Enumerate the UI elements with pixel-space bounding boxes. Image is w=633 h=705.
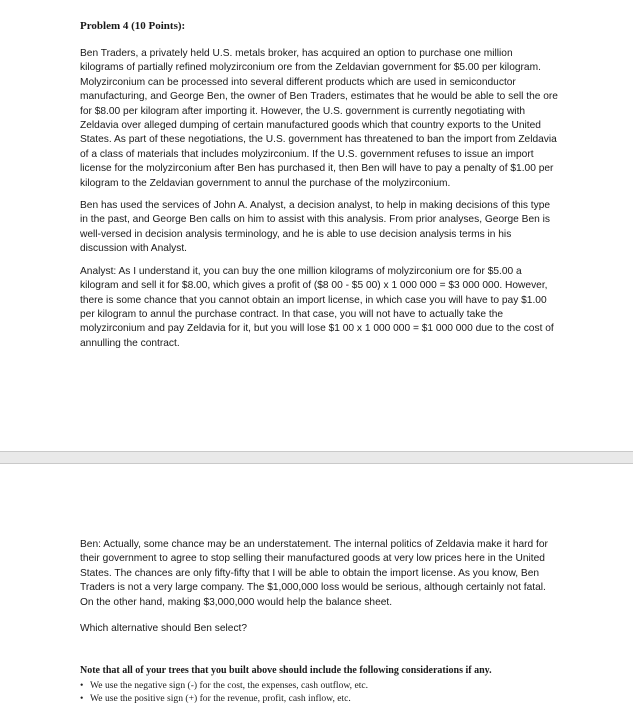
question-text: Which alternative should Ben select? (80, 623, 248, 635)
problem-paragraph-analyst-dialogue: Analyst: As I understand it, you can buy the one million kilograms of molyzirconium ore for $5.00 a kilogram and sell it for $8.00, which gives a profit of ($8 00 - $5 00) x 1 000 000 = $3 000 000. However, there is some chance that you cannot obtain an import license, in which case you will have to pay $1.00 per kilogram to annul the purchase contract. In that case, you will not have to actually take the molyzirconium and pay Zeldavia for it, but you will lose $1 00 x 1 000 000 = $1 000 000 due to the cost of annulling the contract. (80, 265, 554, 349)
document-page-bottom (0, 463, 633, 705)
problem-title: Problem 4 (10 Points): (80, 20, 186, 32)
problem-paragraph-intro: Ben Traders, a privately held U.S. metals broker, has acquired an option to purchase one million kilograms of partially refined molyzirconium ore from the Zeldavian government for $5.00 per kilogram. Molyzirconium can be processed into several different products which are used in semiconductor manufacturing, and George Ben, the owner of Ben Traders, estimates that he would be able to sell the ore for $8.00 per kilogram after importing it. However, the U.S. government is currently negotiating with Zeldavia over alleged dumping of certain manufactured goods which that country exports to the United States. As part of these negotiations, the U.S. government has threatened to ban the import from Zeldavia of a class of materials that includes molyzirconium. If the U.S. government refuses to issue an import license for the molyzirconium after Ben has purchased it, then Ben will have to pay a penalty of $1.00 per kilogram to the Zeldavian government to annul the purchase of the molyzirconium. (80, 48, 558, 189)
bullet-icon: • (80, 680, 84, 692)
problem-content (80, 20, 558, 359)
note-text: We use the positive sign (+) for the revenue, profit, cash inflow, etc. (90, 693, 351, 705)
note-item (80, 692, 558, 705)
notes-list (80, 679, 558, 705)
continuation-content (80, 538, 558, 705)
bullet-icon: • (80, 693, 84, 705)
note-text: We use the negative sign (-) for the cost, the expenses, cash outflow, etc. (90, 680, 369, 692)
ben-dialogue-paragraph: Ben: Actually, some chance may be an understatement. The internal politics of Zeldavia make it hard for their government to agree to stop selling their manufactured goods at very low prices here in the United States. The chances are only fifty-fifty that I will be able to obtain the import license. As you know, Ben Traders is not a very large company. The $1,000,000 loss would be serious, although certainly not fatal. On the other hand, making $3,000,000 would help the balance sheet. (80, 539, 548, 608)
note-title: Note that all of your trees that you built above should include the following considerations if any. (80, 665, 492, 677)
problem-paragraph-analyst-background: Ben has used the services of John A. Analyst, a decision analyst, to help in making decisions of this type in the past, and George Ben calls on him to assist with this analysis. From prior analyses, George Ben is well-versed in decision analysis terminology, and he is able to use decision analysis terms in his discussion with Analyst. (80, 200, 551, 255)
note-item (80, 679, 558, 692)
page-separator (0, 452, 633, 463)
